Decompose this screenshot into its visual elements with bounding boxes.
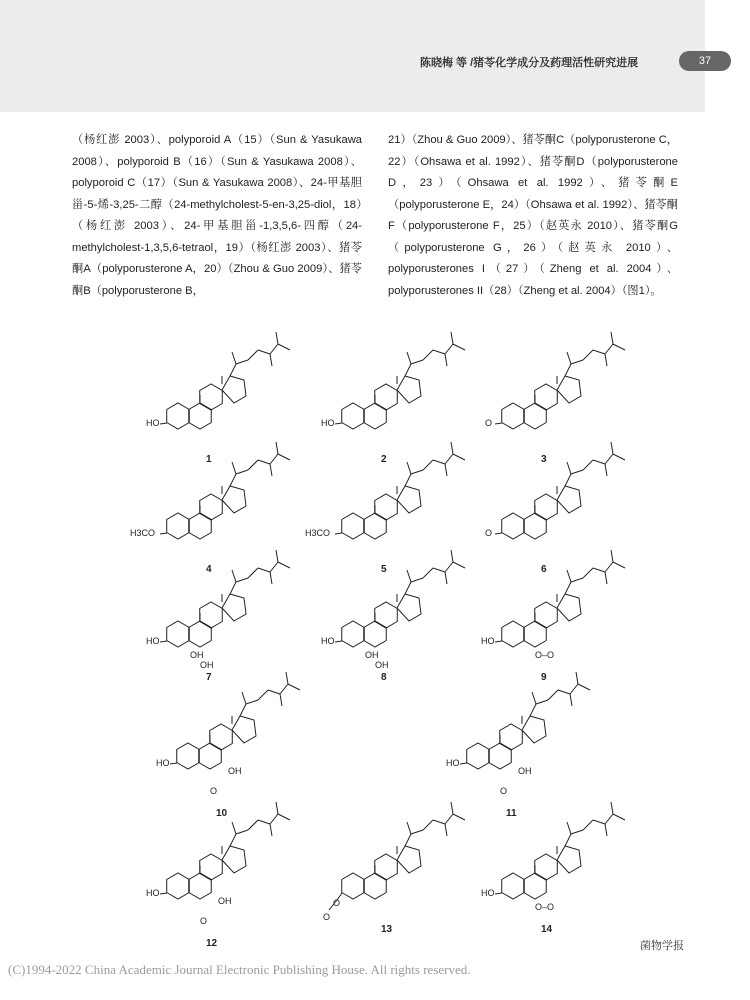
structure-10	[156, 672, 300, 819]
structure-3	[485, 332, 625, 465]
compound-number-12: 12	[206, 938, 218, 949]
compound-number-9: 9	[541, 672, 547, 683]
copyright-notice: (C)1994-2022 China Academic Journal Electronic Publishing House. All rights reserved.	[8, 962, 471, 977]
compound-number-6: 6	[541, 564, 547, 575]
hydroxyl-label: OH	[200, 660, 214, 670]
hydroxyl-label: HO	[321, 418, 335, 428]
journal-name-footer: 菌物学报	[640, 940, 684, 952]
page-number-badge: 37	[679, 51, 731, 71]
methoxy-label: H3CO	[130, 528, 156, 538]
left-column-paragraph: （杨红澎 2003）、polyporoid A（15）（Sun & Yasukawa 2008）、polyporoid B（16）（Sun & Yasukawa 2008）、polyporoid C（17）（Sun & Yasukawa 2008）、24-甲基胆甾-5-烯-3,25-二醇（24-methylcholest-5-en-3,25-diol，18）（杨红澎 2003）、24-甲基胆甾-1,3,5,6-四醇（24-methylcholest-1,3,5,6-tetraol，19）（杨红澎 2003）、猪苓酮A（polyporusterone A，20）（Zhou & Guo 2009）、猪苓酮B（polyporusterone B，	[72, 134, 362, 297]
hydroxyl-label: HO	[146, 418, 160, 428]
running-header-title: 陈晓梅 等 /猪苓化学成分及药理活性研究进展	[420, 57, 639, 69]
structure-2	[321, 332, 465, 465]
hydroxyl-label: HO	[481, 888, 495, 898]
structure-11	[446, 672, 590, 819]
text-column-left	[72, 130, 362, 302]
compound-number-1: 1	[206, 454, 212, 465]
structure-9	[481, 550, 625, 683]
text-column-right	[388, 130, 678, 302]
methoxy-label: H3CO	[305, 528, 331, 538]
hydroxyl-label: HO	[156, 758, 170, 768]
compound-number-2: 2	[381, 454, 387, 465]
ketone-label: O	[210, 786, 218, 796]
ketone-label: O	[500, 786, 508, 796]
hydroxyl-label: OH	[190, 650, 204, 660]
ester-oxygen-label: O	[333, 898, 341, 908]
hydroxyl-label: OH	[375, 660, 389, 670]
peroxide-label: O–O	[535, 650, 555, 660]
ketone-label: O	[485, 528, 493, 538]
structure-7	[146, 550, 290, 683]
ketone-label: O	[200, 916, 208, 926]
structure-1	[146, 332, 290, 465]
compound-number-13: 13	[381, 924, 393, 935]
compound-number-10: 10	[216, 808, 228, 819]
compound-number-14: 14	[541, 924, 553, 935]
compound-number-7: 7	[206, 672, 212, 683]
structure-8	[321, 550, 465, 683]
ketone-label: O	[485, 418, 493, 428]
hydroxyl-label: OH	[218, 896, 232, 906]
chemical-structures-svg	[90, 308, 650, 949]
hydroxyl-label: HO	[321, 636, 335, 646]
hydroxyl-label: HO	[446, 758, 460, 768]
compound-number-3: 3	[541, 454, 547, 465]
compound-number-4: 4	[206, 564, 212, 575]
compound-number-11: 11	[506, 808, 517, 819]
peroxide-label: O–O	[535, 902, 555, 912]
hydroxyl-label: HO	[481, 636, 495, 646]
hydroxyl-label: HO	[146, 888, 160, 898]
hydroxyl-label: HO	[146, 636, 160, 646]
structure-13	[323, 802, 465, 935]
structure-14	[481, 802, 625, 935]
right-column-paragraph: 21）（Zhou & Guo 2009）、猪苓酮C（polyporusterone C，22）（Ohsawa et al. 1992）、猪苓酮D（polyporusterone D，23）（Ohsawa et al. 1992）、猪苓酮E（polyporusterone E，24）（Ohsawa et al. 1992）、猪苓酮F（polyporusterone F，25）（赵英永 2010）、猪苓酮G（polyporusterone G，26）（赵英永 2010）、polyporusterones I（27）（Zheng et al. 2004）、polyporusterones II（28）（Zheng et al. 2004）（图1）。	[388, 134, 678, 297]
hydroxyl-label: OH	[228, 766, 242, 776]
carbonyl-oxygen-label: O	[323, 912, 331, 922]
structures-figure	[90, 308, 650, 949]
structure-12	[146, 802, 290, 949]
hydroxyl-label: OH	[518, 766, 532, 776]
compound-number-8: 8	[381, 672, 387, 683]
structure-6	[485, 442, 625, 575]
hydroxyl-label: OH	[365, 650, 379, 660]
compound-number-5: 5	[381, 564, 387, 575]
